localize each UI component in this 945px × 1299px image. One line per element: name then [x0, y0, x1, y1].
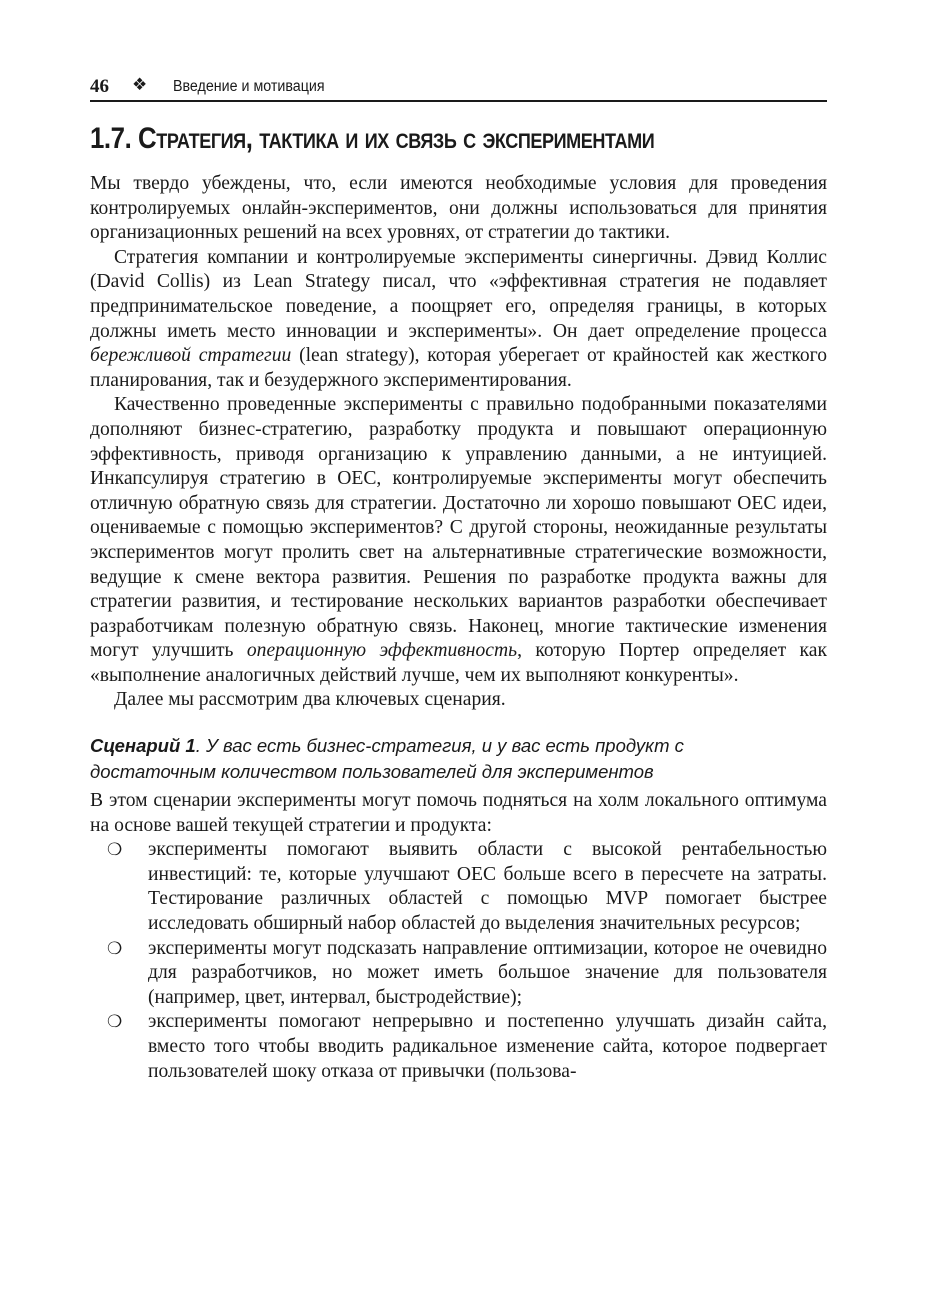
list-item-text: эксперименты помогают выявить области с высокой рентабельностью инвестиций: те, которые улучшают OEC больше всего в пересчете на затраты. Тестирование различных областей с помощью MVP помогает быстрее исследовать обширный набор областей до выделения значительных ресурсов;: [148, 839, 827, 935]
paragraph-text: Мы твердо убеждены, что, если имеются необходимые условия для проведения контролируемых онлайн-экспериментов, они должны использоваться для принятия организационных решений на всех уровнях, от стратегии до тактики.: [90, 173, 827, 244]
scenario-label: Сценарий 1: [90, 735, 196, 757]
chapter-title: Введение и мотивация: [173, 78, 325, 95]
paragraph-text: (lean strategy), которая уберегает от крайностей как жесткого планирования, так и безудержного экспериментирования.: [90, 345, 827, 391]
bullet-list: [90, 838, 827, 1084]
paragraph: [90, 246, 827, 394]
paragraphs: [90, 172, 827, 713]
paragraph-text: Качественно проведенные эксперименты с правильно подобранными показателями дополняют бизнес-стратегию, разработку продукта и повышают операционную эффективность, приводя организацию к управлению данными, а не интуицией. Инкапсулируя стратегию в OEC, контролируемые эксперименты могут обеспечить отличную обратную связь для стратегии. Достаточно ли хорошо повышают OEC идеи, оцениваемые с помощью экспериментов? С другой стороны, неожиданные результаты экспериментов могут пролить свет на альтернативные стратегические возможности, ведущие к смене вектора развития. Решения по разработке продукта важны для стратегии развития, и тестирование нескольких вариантов разработки обеспечивает разработчикам полезную обратную связь. Наконец, многие тактические изменения могут улучшить: [90, 394, 827, 662]
section-title: 1.7. Стратегия, тактика и их связь с экспериментами: [90, 122, 655, 155]
list-item: [90, 1010, 827, 1084]
list-item-text: эксперименты помогают непрерывно и постепенно улучшать дизайн сайта, вместо того чтобы вводить радикальное изменение сайта, которое подвергает пользователей шоку отказа от привычки (пользова-: [148, 1011, 827, 1082]
bullet-circle-icon: ❍: [107, 1012, 123, 1032]
paragraph: [90, 393, 827, 688]
paragraph-text: Стратегия компании и контролируемые эксперименты синергичны. Дэвид Коллис (David Collis) из Lean Strategy писал, что «эффективная стратегия не подавляет предпринимательское поведение, а поощряет его, определяя границы, в которых должны иметь место инновации и эксперименты». Он дает определение процесса: [90, 246, 827, 342]
scenario-title: . У вас есть бизнес-стратегия, и у вас есть продукт с достаточным количеством пользователей для экспериментов: [90, 735, 684, 783]
scenario-heading: [90, 733, 730, 785]
bullet-circle-icon: ❍: [107, 938, 123, 958]
bullet-circle-icon: ❍: [107, 840, 123, 860]
list-item: [90, 838, 827, 936]
scenario-intro: В этом сценарии эксперименты могут помочь подняться на холм локального оптимума на основе вашей текущей стратегии и продукта:: [90, 790, 827, 836]
emphasis-text: бережливой стратегии: [90, 345, 292, 367]
running-header: [90, 74, 827, 102]
ornament-icon: ❖: [132, 75, 148, 94]
paragraph-text: , которую Портер определяет как «выполнение аналогичных действий лучше, чем их выполняют конкуренты».: [90, 640, 827, 686]
paragraph: [90, 688, 827, 713]
paragraph-text: Далее мы рассмотрим два ключевых сценария.: [114, 689, 506, 711]
body-text: [90, 172, 827, 1084]
list-item-text: эксперименты могут подсказать направление оптимизации, которое не очевидно для разработчиков, но может иметь большое значение для пользователя (например, цвет, интервал, быстродействие);: [148, 937, 827, 1008]
emphasis-text: операционную эффективность: [246, 640, 518, 662]
page-number: 46: [90, 76, 109, 97]
paragraph: [90, 172, 827, 246]
list-item: [90, 937, 827, 1011]
